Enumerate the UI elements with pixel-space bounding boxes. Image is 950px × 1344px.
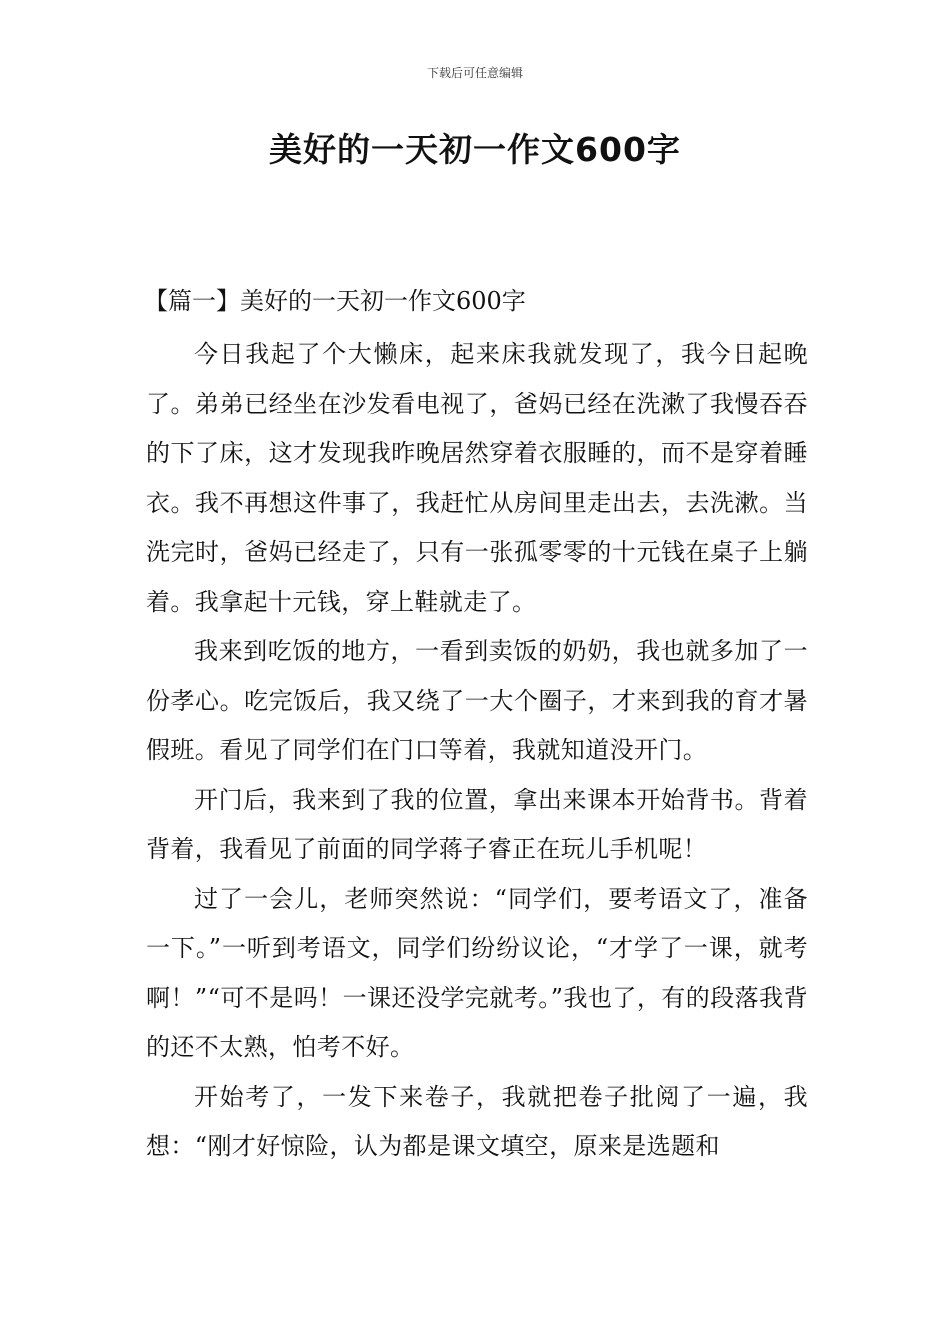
document-title: 美好的一天初一作文600字 [269, 130, 681, 169]
page-header-note: 下载后可任意编辑 [426, 66, 523, 80]
paragraph: 开始考了，一发下来卷子，我就把卷子批阅了一遍，我想：“刚才好惊险，认为都是课文填空，原来是选题和 [146, 1082, 808, 1160]
paragraph: 我来到吃饭的地方，一看到卖饭的奶奶，我也就多加了一份孝心。吃完饭后，我又绕了一大个圈子，才来到我的育才暑假班。看见了同学们在门口等着，我就知道没开门。 [146, 637, 808, 764]
paragraph: 今日我起了个大懒床，起来床我就发现了，我今日起晚了。弟弟已经坐在沙发看电视了，爸妈已经在洗漱了我慢吞吞的下了床，这才发现我昨晚居然穿着衣服睡的，而不是穿着睡衣。我不再想这件事了，我赶忙从房间里走出去，去洗漱。当洗完时，爸妈已经走了，只有一张孤零零的十元钱在桌子上躺着。我拿起十元钱，穿上鞋就走了。 [146, 340, 808, 616]
document-body [146, 282, 808, 1172]
paragraph: 过了一会儿，老师突然说：“同学们，要考语文了，准备一下。”一听到考语文，同学们纷纷议论，“才学了一课，就考啊！”“可不是吗！一课还没学完就考。”我也了，有的段落我背的还不太熟，怕考不好。 [146, 884, 808, 1061]
paragraph: 开门后，我来到了我的位置，拿出来课本开始背书。背着背着，我看见了前面的同学蒋子睿正在玩儿手机呢！ [146, 785, 808, 863]
section-heading: 【篇一】美好的一天初一作文600字 [144, 287, 526, 315]
